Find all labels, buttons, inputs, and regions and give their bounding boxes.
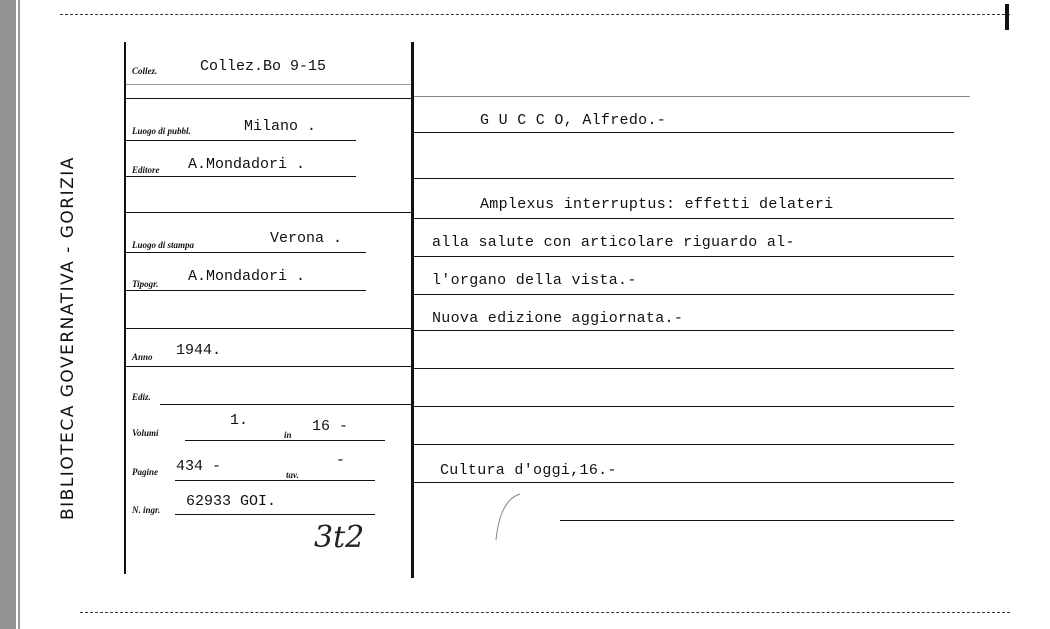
scan-edge-left-inner [18, 0, 20, 629]
collez-label: Collez. [132, 66, 158, 76]
luogo-stampa-label: Luogo di stampa [132, 240, 195, 250]
n-ingr-value: 62933 GOI. [186, 493, 277, 510]
card-center-rule [411, 42, 414, 578]
rule-tipogr [126, 290, 366, 291]
ediz-label: Ediz. [132, 392, 151, 402]
tipogr-label: Tipogr. [132, 279, 159, 289]
formato-value: 16 - [312, 418, 349, 435]
luogo-pubbl-value: Milano . [244, 118, 317, 135]
anno-value: 1944. [176, 342, 222, 359]
card-left-rule [124, 42, 126, 574]
scan-edge-left [0, 0, 16, 629]
in-label: in [284, 430, 292, 440]
rule-n-ingr [175, 514, 375, 515]
title-line-2: alla salute con articolare riguardo al- [432, 234, 795, 251]
rule-right-9 [414, 444, 954, 445]
rule-right-10 [414, 482, 954, 483]
rule-right-4 [414, 256, 954, 257]
rule-luogo-pubbl [126, 140, 356, 141]
edition-note: Nuova edizione aggiornata.- [432, 310, 684, 327]
editore-value: A.Mondadori . [188, 156, 306, 173]
rule-top-left [126, 84, 412, 85]
volumi-label: Volumi [132, 428, 159, 438]
author-heading: G U C C O, Alfredo.- [480, 112, 667, 129]
rule-pagine [175, 480, 375, 481]
collez-value: Collez.Bo 9-15 [200, 58, 327, 75]
library-stamp: BIBLIOTECA GOVERNATIVA - GORIZIA [58, 156, 78, 520]
rule-right-0 [414, 96, 970, 97]
editore-label: Editore [132, 165, 160, 175]
pencil-curve-mark [490, 490, 530, 550]
rule-right-author [414, 132, 954, 133]
rule-right-6 [414, 330, 954, 331]
tav-label: tav. [286, 470, 299, 480]
luogo-pubbl-label: Luogo di pubbl. [132, 126, 191, 136]
rule-editore [126, 176, 356, 177]
rule-luogo-stampa [126, 252, 366, 253]
rule-right-7 [414, 368, 954, 369]
tav-value: - [336, 452, 346, 469]
handwritten-shelfmark: 3t2 [314, 520, 365, 555]
title-line-1: Amplexus interruptus: effetti delateri [480, 196, 834, 213]
n-ingr-label: N. ingr. [132, 505, 161, 515]
title-line-3: l'organo della vista.- [432, 272, 637, 289]
anno-label: Anno [132, 352, 153, 362]
rule-right-5 [414, 294, 954, 295]
rule-blank-1 [126, 212, 412, 213]
luogo-stampa-value: Verona . [270, 230, 343, 247]
scan-top-right-mark [1005, 4, 1009, 30]
rule-right-2 [414, 178, 954, 179]
rule-anno [126, 366, 412, 367]
volumi-value: 1. [230, 412, 249, 429]
rule-volumi [185, 440, 385, 441]
pagine-value: 434 - [176, 458, 222, 475]
scan-bottom-dashes [80, 612, 1010, 613]
rule-right-3 [414, 218, 954, 219]
rule-collez [126, 98, 412, 99]
rule-ediz [160, 404, 412, 405]
tipogr-value: A.Mondadori . [188, 268, 306, 285]
pagine-label: Pagine [132, 467, 158, 477]
rule-right-8 [414, 406, 954, 407]
scan-top-dashes [60, 14, 1010, 15]
rule-right-11 [560, 520, 954, 521]
rule-blank-2 [126, 328, 412, 329]
series-note: Cultura d'oggi,16.- [440, 462, 617, 479]
